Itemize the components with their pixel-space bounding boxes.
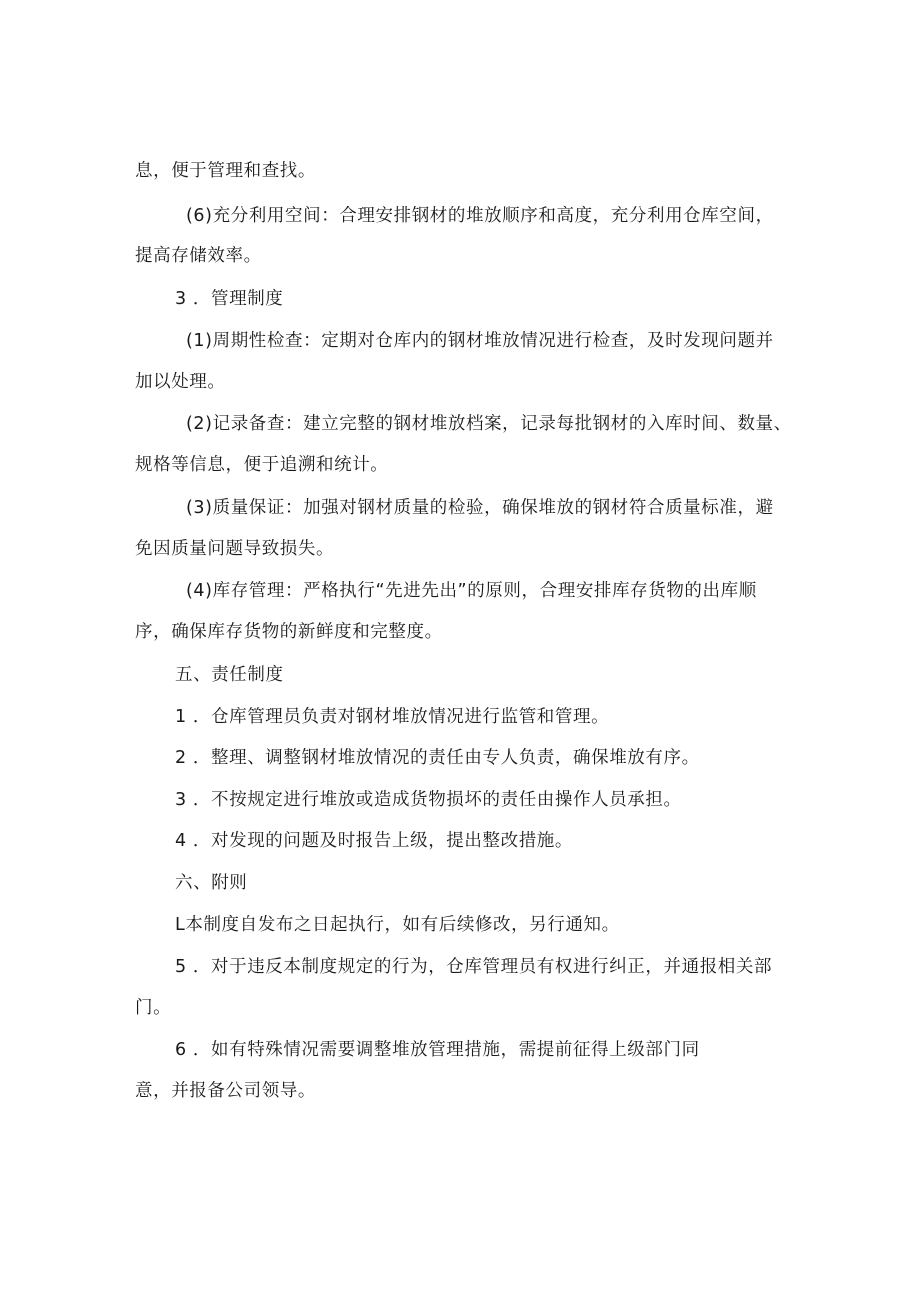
- paragraph-line: 序，确保库存货物的新鲜度和完整度。: [135, 622, 443, 642]
- paragraph-line: (2)记录备查：建立完整的钢材堆放档案，记录每批钢材的入库时间、数量、: [186, 414, 792, 434]
- paragraph-line: (3)质量保证：加强对钢材质量的检验，确保堆放的钢材符合质量标准，避: [186, 498, 774, 518]
- paragraph-line: 门。: [135, 998, 172, 1018]
- list-item: L本制度自发布之日起执行，如有后续修改，另行通知。: [175, 915, 620, 935]
- list-item: 3 ．不按规定进行堆放或造成货物损坏的责任由操作人员承担。: [175, 790, 682, 810]
- list-item: 2 ．整理、调整钢材堆放情况的责任由专人负责，确保堆放有序。: [175, 748, 700, 768]
- paragraph-line: 提高存储效率。: [135, 246, 262, 266]
- list-item: 4 ．对发现的问题及时报告上级，提出整改措施。: [175, 831, 573, 851]
- paragraph-line: 息，便于管理和查找。: [135, 161, 316, 181]
- section-heading: 六、附则: [175, 873, 248, 893]
- list-item: 5 ．对于违反本制度规定的行为，仓库管理员有权进行纠正，并通报相关部: [175, 957, 773, 977]
- paragraph-line: (1)周期性检查：定期对仓库内的钢材堆放情况进行检查，及时发现问题并: [186, 331, 774, 351]
- paragraph-line: 意，并报备公司领导。: [135, 1081, 316, 1101]
- list-item: 1 ．仓库管理员负责对钢材堆放情况进行监管和管理。: [175, 707, 610, 727]
- paragraph-line: 规格等信息，便于追溯和统计。: [135, 455, 389, 475]
- paragraph-line: 加以处理。: [135, 372, 226, 392]
- section-heading: 3 ．管理制度: [175, 289, 284, 309]
- section-heading: 五、责任制度: [175, 665, 284, 685]
- paragraph-line: 免因质量问题导致损失。: [135, 539, 335, 559]
- paragraph-line: (6)充分利用空间：合理安排钢材的堆放顺序和高度，充分利用仓库空间，: [186, 206, 774, 226]
- list-item: 6 ．如有特殊情况需要调整堆放管理措施，需提前征得上级部门同: [175, 1040, 700, 1060]
- paragraph-line: (4)库存管理：严格执行“先进先出”的原则，合理安排库存货物的出库顺: [186, 581, 757, 601]
